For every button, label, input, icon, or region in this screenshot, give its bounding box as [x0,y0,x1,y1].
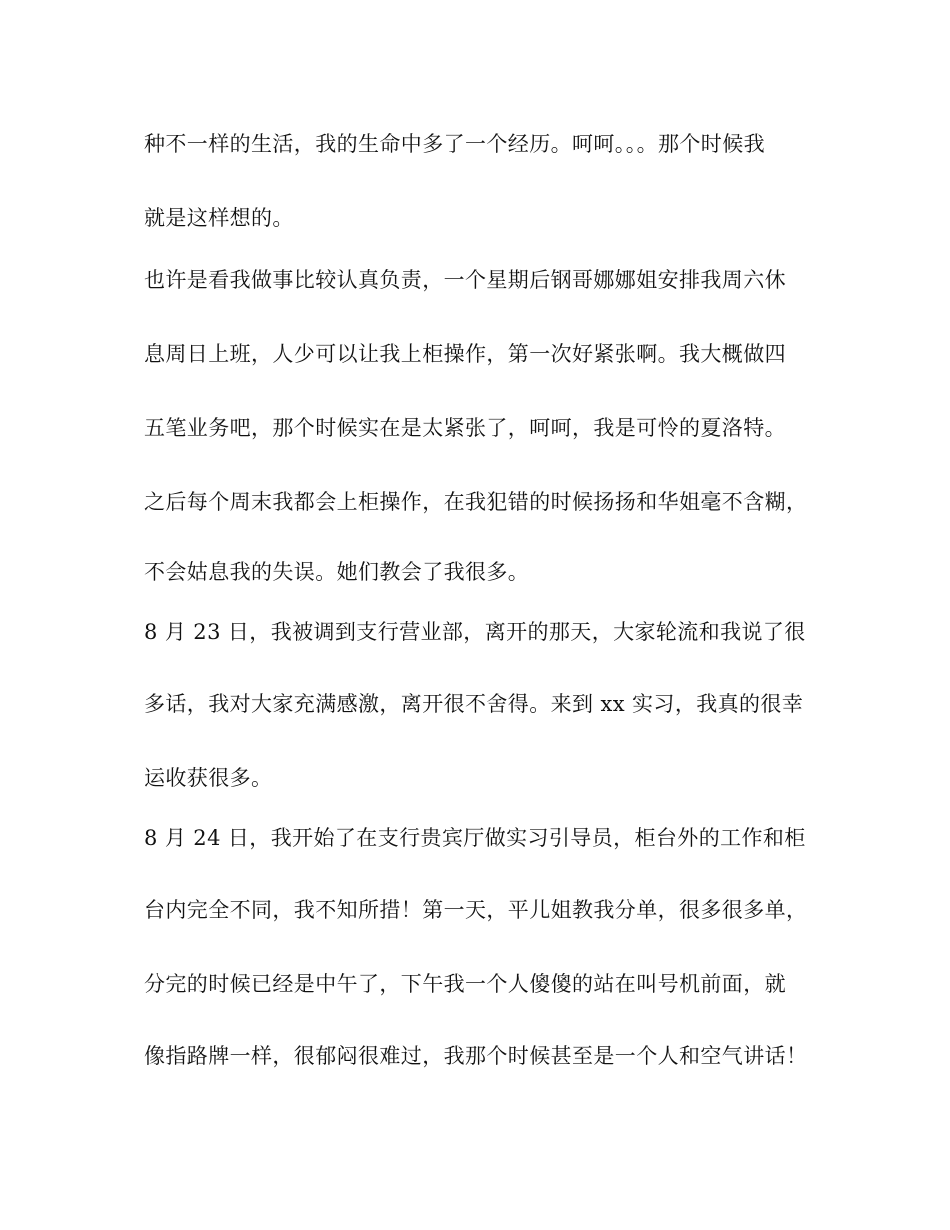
text-line-12: 台内完全不同，我不知所措！第一天，平儿姐教我分单，很多很多单， [144,898,808,922]
text-line-3: 也许是看我做事比较认真负责，一个星期后钢哥娜娜姐安排我周六休 [144,268,786,292]
text-line-8: 8 月 23 日，我被调到支行营业部，离开的那天，大家轮流和我说了很 [144,620,806,644]
text-line-11: 8 月 24 日，我开始了在支行贵宾厅做实习引导员，柜台外的工作和柜 [144,826,806,850]
text-line-5: 五笔业务吧，那个时候实在是太紧张了，呵呵，我是可怜的夏洛特。 [144,416,786,440]
text-line-10: 运收获很多。 [144,766,273,790]
text-line-6: 之后每个周末我都会上柜操作，在我犯错的时候扬扬和华姐毫不含糊， [144,490,808,514]
text-line-9: 多话，我对大家充满感激，离开很不舍得。来到 xx 实习，我真的很幸 [144,692,804,716]
text-line-7: 不会姑息我的失误。她们教会了我很多。 [144,560,530,584]
text-line-2: 就是这样想的。 [144,206,294,230]
text-line-14: 像指路牌一样，很郁闷很难过，我那个时候甚至是一个人和空气讲话！ [144,1044,808,1068]
text-line-4: 息周日上班，人少可以让我上柜操作，第一次好紧张啊。我大概做四 [144,342,786,366]
text-line-13: 分完的时候已经是中午了，下午我一个人傻傻的站在叫号机前面，就 [144,972,786,996]
text-line-1: 种不一样的生活，我的生命中多了一个经历。呵呵。。。那个时候我 [144,132,765,156]
